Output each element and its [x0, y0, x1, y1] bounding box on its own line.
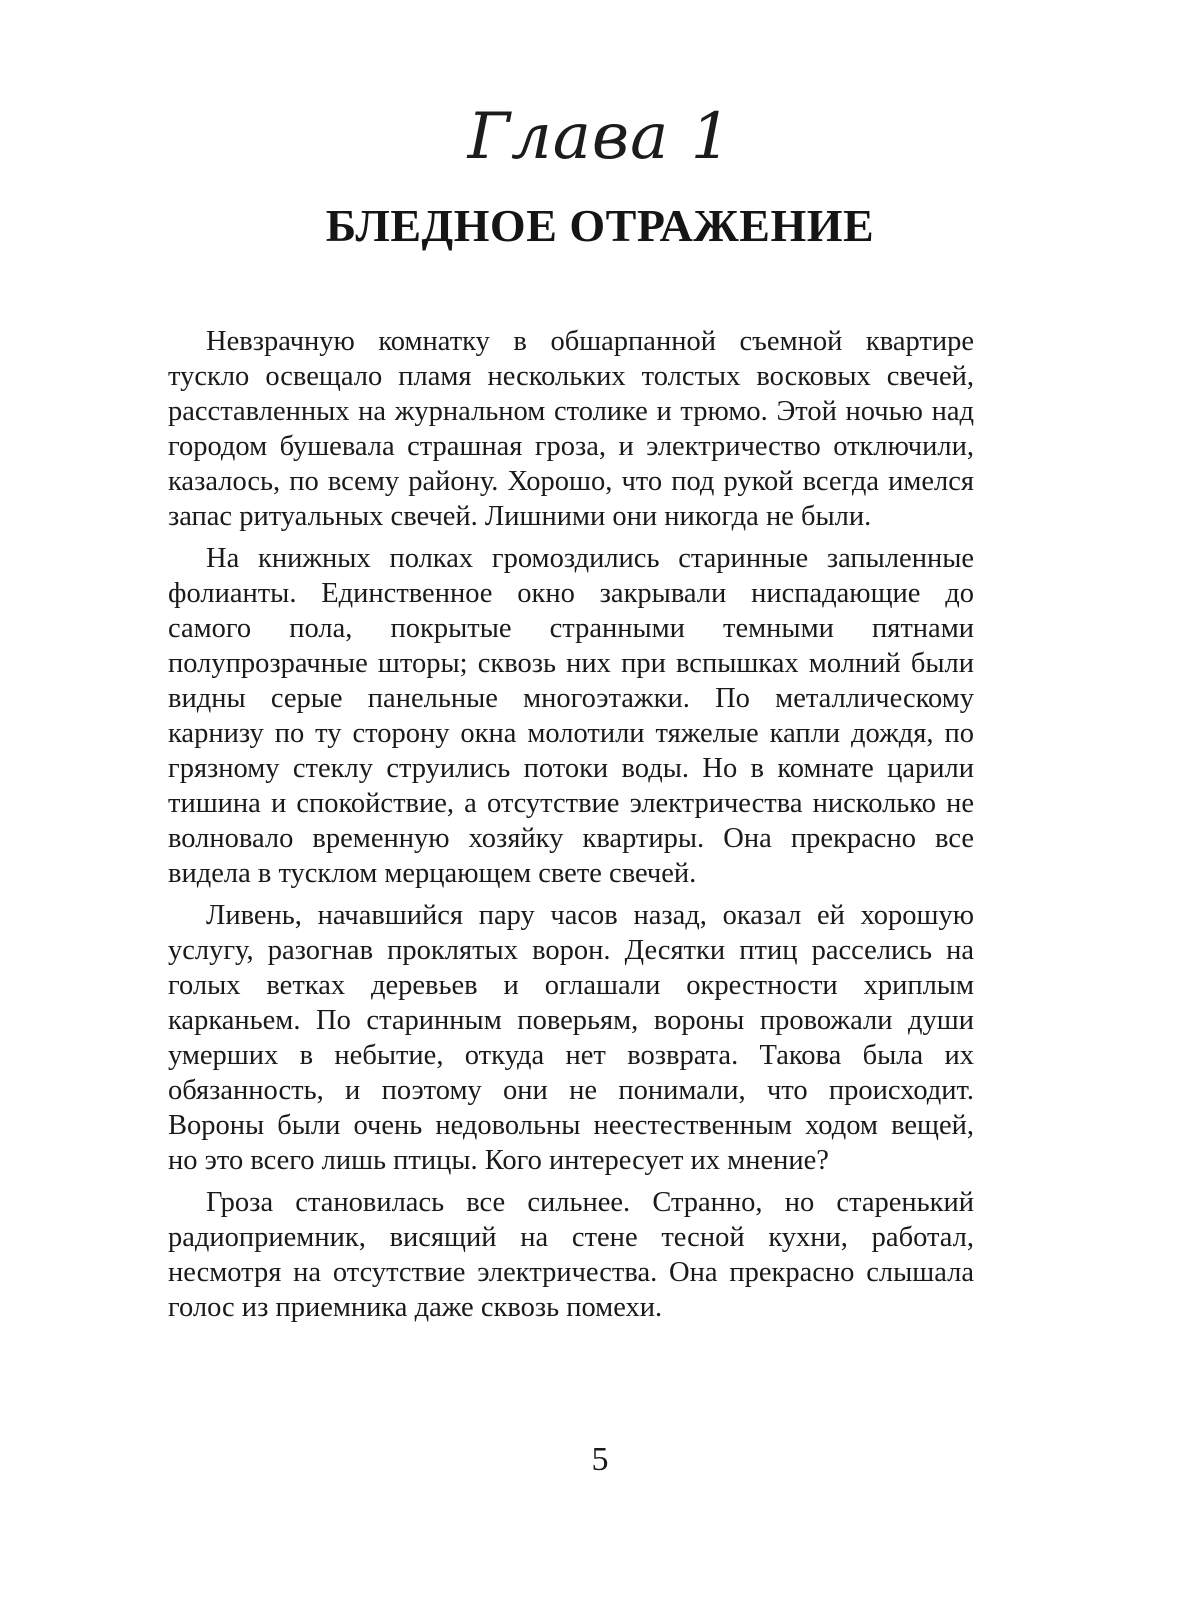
paragraph-3: Ливень, начавшийся пару часов назад, оказал ей хорошую услугу, разогнав проклятых ворон. Десятки птиц расселись на голых ветках деревьев и оглашали окрестности хриплым карканьем. По старинным поверьям, вороны провожали души умерших в небытие, откуда нет возврата. Такова была их обязанность, и поэтому они не понимали, что происходит. Вороны были очень недовольны неестественным ходом вещей, но это всего лишь птицы. Кого интересует их мнение? — [168, 900, 974, 1176]
paragraph-2: На книжных полках громоздились старинные запыленные фолианты. Единственное окно закрывали ниспадающие до самого пола, покрытые странными темными пятнами полупрозрачные шторы; сквозь них при вспышках молний были видны серые панельные многоэтажки. По металлическому карнизу по ту сторону окна молотили тяжелые капли дождя, по грязному стеклу струились потоки воды. Но в комнате царили тишина и спокойствие, а отсутствие электричества нисколько не волновало временную хозяйку квартиры. Она прекрасно все видела в тусклом мерцающем свете свечей. — [168, 543, 974, 889]
paragraph-1: Невзрачную комнатку в обшарпанной съемной квартире тускло освещало пламя нескольких толстых восковых свечей, расставленных на журнальном столике и трюмо. Этой ночью над городом бушевала страшная гроза, и электричество отключили, казалось, по всему району. Хорошо, что под рукой всегда имелся запас ритуальных свечей. Лишними они никогда не были. — [168, 326, 974, 532]
paragraph-4: Гроза становилась все сильнее. Странно, но старенький радиоприемник, висящий на стене тесной кухни, работал, несмотря на отсутствие электричества. Она прекрасно слышала голос из приемника даже сквозь помехи. — [168, 1187, 974, 1323]
page-number: 5 — [591, 1441, 609, 1478]
chapter-title: БЛЕДНОЕ ОТРАЖЕНИЕ — [325, 200, 875, 251]
chapter-label: Глава 1 — [467, 100, 733, 174]
body-text — [168, 324, 974, 1332]
